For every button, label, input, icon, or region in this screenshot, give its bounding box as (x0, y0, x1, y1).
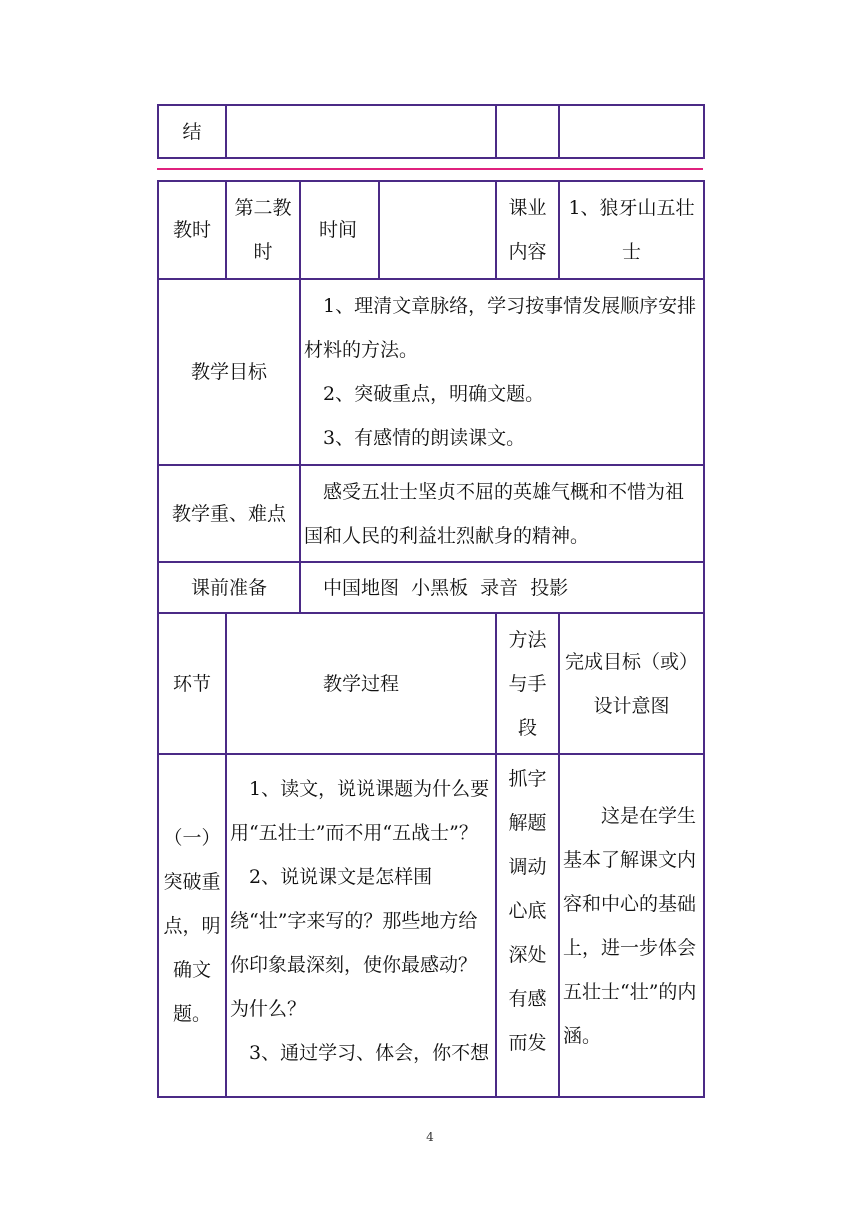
top-cell-4 (559, 105, 704, 158)
goals-content (300, 279, 704, 465)
lesson-plan-table (157, 180, 705, 1098)
goal-item-3: 3、有感情的朗读课文。 (323, 427, 526, 449)
content-value: 1、狼牙山五壮士 (559, 181, 704, 279)
top-cell-2 (226, 105, 496, 158)
lesson-label: 教时 (158, 181, 226, 279)
goal-item-1: 1、理清文章脉络，学习按事情发展顺序安排材料的方法。 (304, 295, 697, 361)
preparation-text: 中国地图 小黑板 录音 投影 (300, 562, 704, 613)
process-row (158, 754, 704, 1097)
process-item-2: 2、说说课文是怎样围绕“壮”字来写的？那些地方给你印象最深刻，使你最感动？为什么？ (230, 866, 478, 1020)
process-item-3: 3、通过学习、体会，你不想 (249, 1042, 490, 1064)
section-header: 环节 (158, 613, 226, 754)
process-header-row (158, 613, 704, 754)
lesson-value: 第二教时 (226, 181, 300, 279)
key-points-label: 教学重、难点 (158, 465, 300, 562)
key-points-text: 感受五壮士坚贞不屈的英雄气概和不惜为祖国和人民的利益壮烈献身的精神。 (300, 465, 704, 562)
time-label: 时间 (300, 181, 379, 279)
method-cell (496, 754, 559, 1097)
top-cell-1: 结 (158, 105, 226, 158)
time-value (379, 181, 496, 279)
goals-row (158, 279, 704, 465)
process-item-1: 1、读文，说说课题为什么要用“五壮士”而不用“五战士”？ (230, 778, 490, 844)
page-number: 4 (426, 1130, 434, 1144)
preparation-label: 课前准备 (158, 562, 300, 613)
section-cell: （一）突破重点，明确文题。 (158, 754, 226, 1097)
method-text-a: 抓字解题调动心底深处 (508, 768, 547, 966)
goals-label: 教学目标 (158, 279, 300, 465)
goal-item-2: 2、突破重点，明确文题。 (323, 383, 545, 405)
preparation-row (158, 562, 704, 613)
goal-cell: 这是在学生基本了解课文内容和中心的基础上，进一步体会五壮士“壮”的内涵。 (559, 754, 704, 1097)
header-row (158, 181, 704, 279)
goal-header: 完成目标（或）设计意图 (559, 613, 704, 754)
content-label: 课业内容 (496, 181, 559, 279)
process-header: 教学过程 (226, 613, 496, 754)
method-header: 方法与手段 (496, 613, 559, 754)
method-text-b: 有感而发 (508, 988, 547, 1054)
section-divider (157, 168, 703, 170)
top-cell-3 (496, 105, 559, 158)
key-points-row (158, 465, 704, 562)
top-table (157, 104, 705, 159)
process-cell (226, 754, 496, 1097)
